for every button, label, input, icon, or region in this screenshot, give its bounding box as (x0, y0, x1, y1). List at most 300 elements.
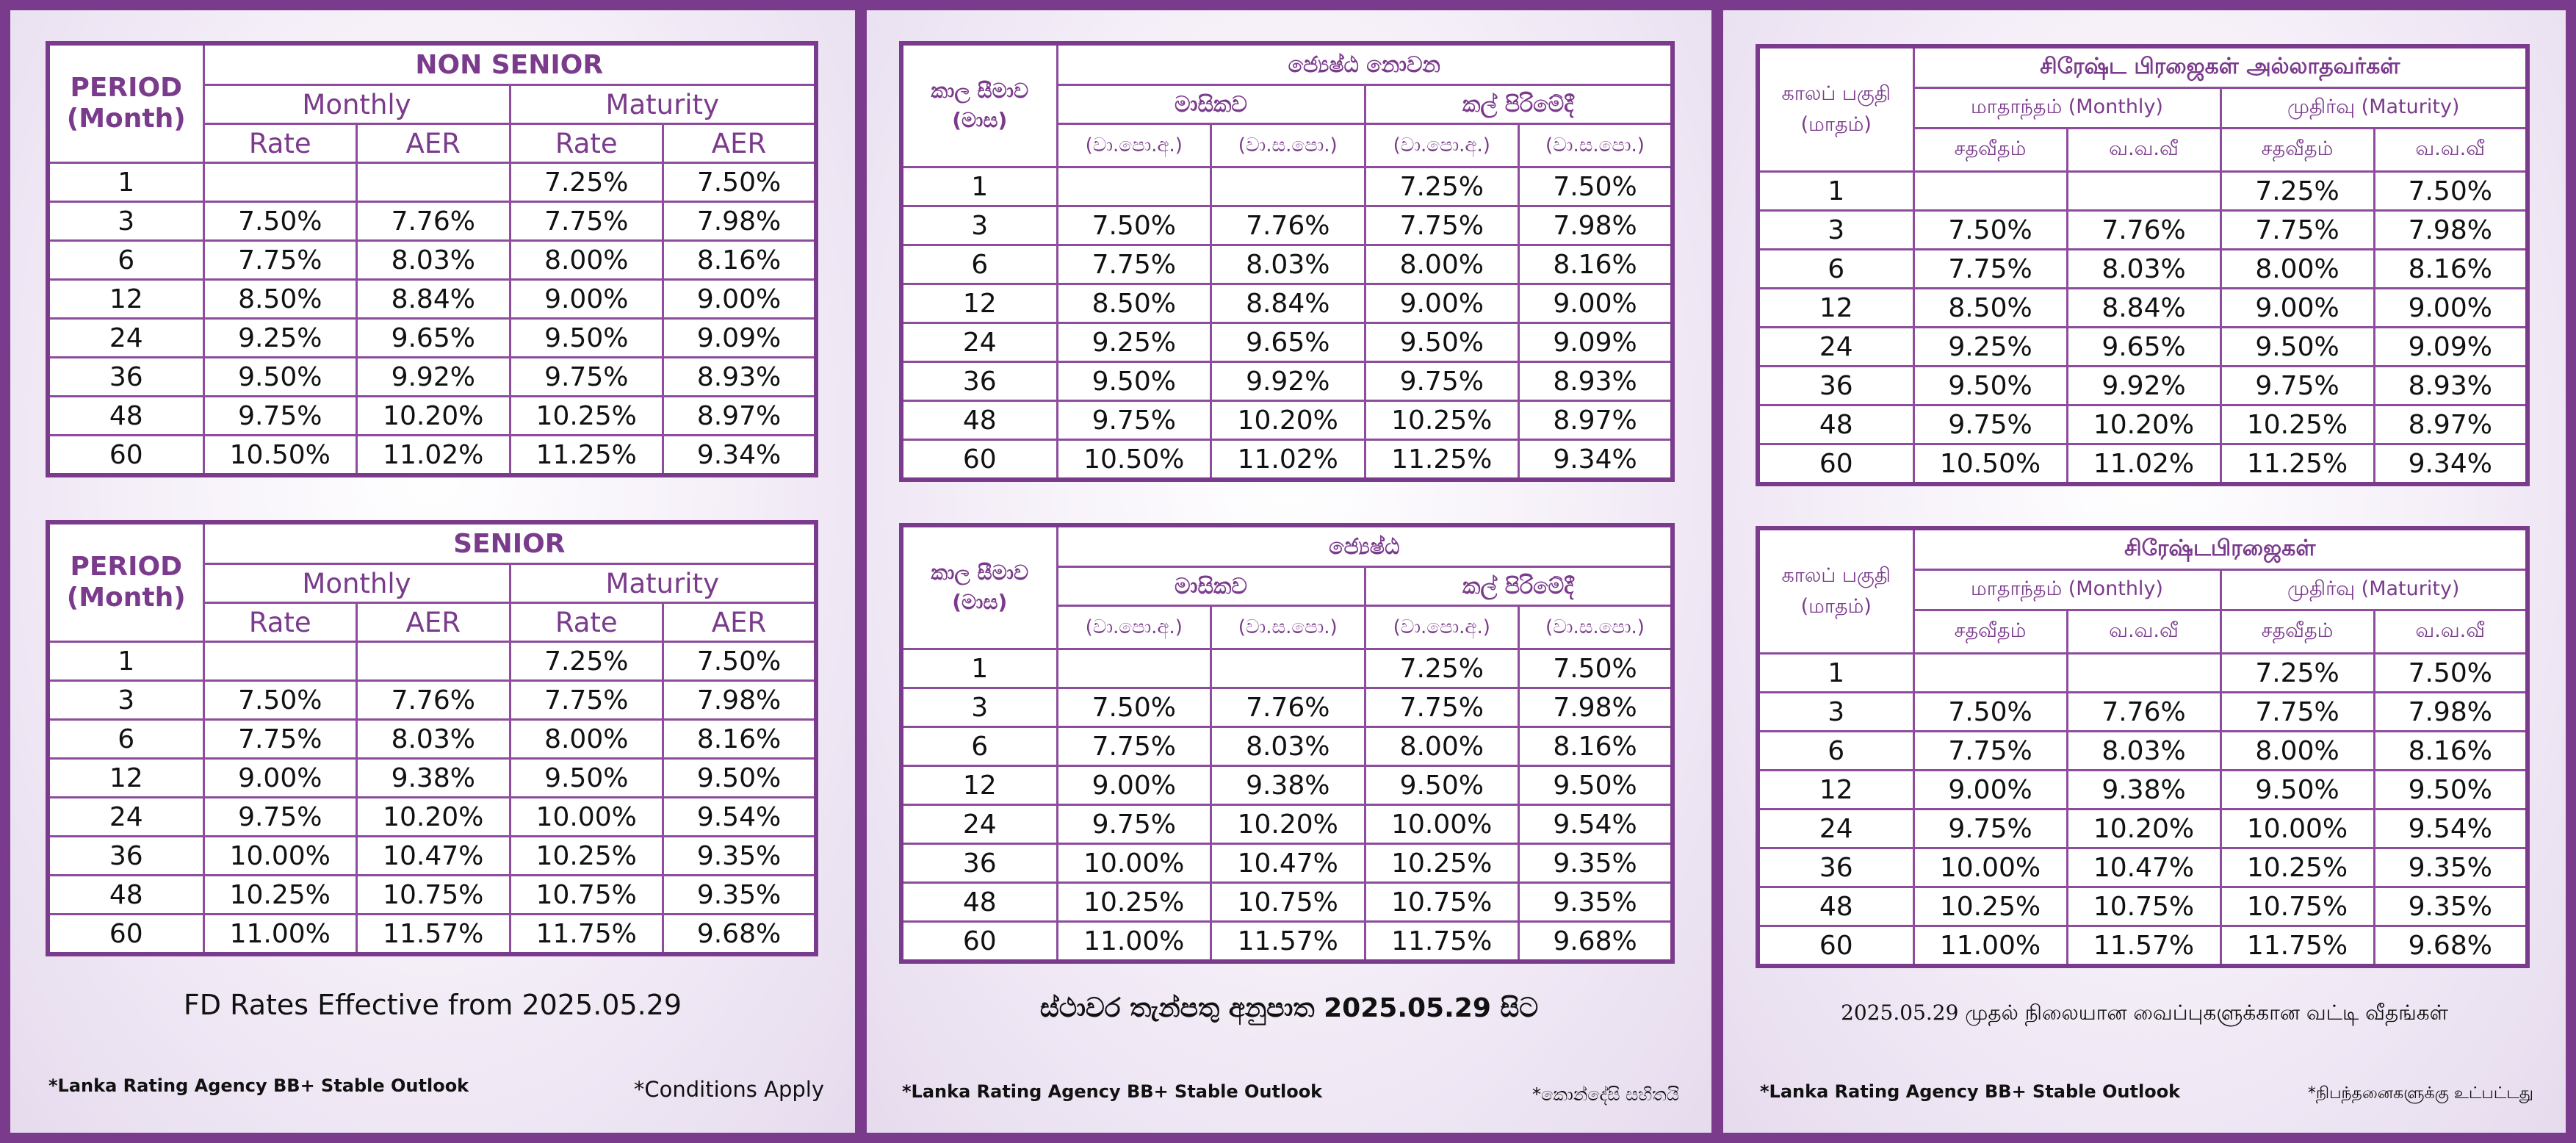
period-cell: 24 (901, 323, 1057, 362)
rate-cell (1211, 167, 1365, 206)
rate-cell: 9.34% (2374, 444, 2528, 485)
period-cell: 1 (901, 167, 1057, 206)
table-title: சிரேஷ்டபிரஜைகள் (1913, 528, 2528, 570)
rate-cell: 11.00% (1057, 922, 1211, 962)
period-cell: 36 (1758, 848, 1913, 887)
table-row (48, 202, 816, 241)
period-cell: 60 (901, 440, 1057, 480)
rate-cell: 7.75% (2220, 693, 2374, 732)
table-row (1758, 848, 2528, 887)
rate-cell: 7.98% (2374, 693, 2528, 732)
table-row (901, 440, 1673, 480)
table-row (901, 844, 1673, 883)
rate-cell: 9.25% (1057, 323, 1211, 362)
rating-note: *Lanka Rating Agency BB+ Stable Outlook (48, 1075, 469, 1096)
period-cell: 36 (1758, 367, 1913, 405)
rate-cell (1211, 649, 1365, 688)
rate-cell: 7.98% (663, 202, 817, 241)
maturity-header: Maturity (510, 85, 816, 124)
period-cell: 3 (901, 688, 1057, 727)
rate-cell: 8.00% (510, 241, 663, 280)
period-cell: 3 (48, 681, 203, 720)
rate-cell: 7.25% (2220, 172, 2374, 211)
rate-cell: 10.50% (1913, 444, 2067, 485)
rate-cell (357, 163, 510, 202)
aer-header: AER (663, 603, 817, 642)
rate-cell: 9.00% (1913, 771, 2067, 810)
period-cell: 1 (1758, 172, 1913, 211)
rate-cell: 10.47% (357, 837, 510, 876)
rate-cell: 7.76% (2067, 693, 2220, 732)
rate-cell: 11.02% (2067, 444, 2220, 485)
period-cell: 6 (1758, 250, 1913, 289)
rate-cell: 7.50% (1913, 211, 2067, 250)
rate-cell: 11.00% (1913, 926, 2067, 967)
rate-header: சதவீதம் (1913, 610, 2067, 654)
table-row (1758, 926, 2528, 967)
period-label: காலப் பகுதி (1781, 82, 1891, 105)
rate-cell: 7.76% (357, 202, 510, 241)
rate-cell: 9.54% (1519, 805, 1673, 844)
rate-cell: 9.68% (1519, 922, 1673, 962)
effective-date-note: ස්ථාවර තැන්පතු අනුපාත 2025.05.29 සිට (1039, 993, 1539, 1023)
table-title: SENIOR (203, 522, 816, 564)
rate-cell: 7.75% (203, 241, 357, 280)
rate-cell: 10.20% (2067, 810, 2220, 848)
table-row (901, 805, 1673, 844)
period-cell: 6 (1758, 732, 1913, 771)
table-row (48, 837, 816, 876)
rate-cell: 8.16% (1519, 727, 1673, 766)
rate-cell: 7.75% (1365, 688, 1519, 727)
rate-cell: 8.00% (510, 720, 663, 759)
effective-date-note: 2025.05.29 முதல் நிலையான வைப்புகளுக்கான வட்டி வீதங்கள் (1841, 1000, 2448, 1025)
rate-cell: 9.65% (2067, 328, 2220, 367)
rate-cell: 9.09% (1519, 323, 1673, 362)
rate-cell: 7.75% (1913, 732, 2067, 771)
aer-header: (වා.ස.පො.) (1211, 606, 1365, 649)
rate-cell: 9.75% (1057, 401, 1211, 440)
table-row (1758, 732, 2528, 771)
rate-cell: 7.50% (1057, 688, 1211, 727)
period-unit-label: (மாதம்) (1800, 113, 1872, 136)
monthly-header: මාසිකව (1057, 85, 1365, 124)
rate-cell: 9.92% (357, 358, 510, 397)
rate-cell: 8.50% (1057, 284, 1211, 323)
rate-cell: 9.50% (1057, 362, 1211, 401)
rate-cell: 10.75% (2220, 887, 2374, 926)
rate-cell: 9.00% (1365, 284, 1519, 323)
rate-header: (වා.පො.අ.) (1057, 606, 1211, 649)
aer-header: வ.வ.வீ (2374, 610, 2528, 654)
rate-header: சதவீதம் (2220, 129, 2374, 172)
rate-header: Rate (510, 603, 663, 642)
conditions-note: *කොන්දේසි සහිතයි (1532, 1084, 1679, 1105)
rate-cell: 9.00% (510, 280, 663, 319)
period-header (1758, 46, 1913, 172)
rate-cell: 9.50% (1365, 766, 1519, 805)
period-cell: 48 (48, 397, 203, 436)
period-cell: 3 (48, 202, 203, 241)
period-header (901, 525, 1057, 649)
rate-cell: 7.25% (1365, 167, 1519, 206)
aer-header: வ.வ.வீ (2067, 610, 2220, 654)
conditions-note: *நிபந்தனைகளுக்கு உட்பட்டது (2307, 1084, 2533, 1103)
aer-header: (වා.ස.පො.) (1519, 606, 1673, 649)
rate-cell: 10.25% (203, 876, 357, 915)
period-cell: 24 (48, 798, 203, 837)
table-row (48, 876, 816, 915)
rate-cell: 9.50% (1365, 323, 1519, 362)
rate-cell: 10.00% (1913, 848, 2067, 887)
rate-cell: 9.34% (663, 436, 817, 476)
rate-header: Rate (510, 124, 663, 163)
table-row (901, 688, 1673, 727)
aer-header: வ.வ.வீ (2374, 129, 2528, 172)
maturity-header: முதிர்வு (Maturity) (2220, 88, 2528, 129)
rate-cell: 9.00% (2220, 289, 2374, 328)
rate-cell: 9.50% (203, 358, 357, 397)
table-row (901, 401, 1673, 440)
rate-cell: 7.76% (1211, 206, 1365, 245)
rate-cell: 8.03% (357, 720, 510, 759)
rate-header: சதவீதம் (1913, 129, 2067, 172)
rate-cell: 9.35% (1519, 883, 1673, 922)
rate-cell: 9.75% (2220, 367, 2374, 405)
period-cell: 60 (48, 915, 203, 955)
rate-cell: 11.57% (1211, 922, 1365, 962)
rate-cell: 8.16% (1519, 245, 1673, 284)
rate-header: (වා.පො.අ.) (1057, 124, 1211, 167)
rate-cell: 7.50% (1057, 206, 1211, 245)
table-row (48, 759, 816, 798)
rate-cell: 9.00% (663, 280, 817, 319)
rate-cell: 10.50% (203, 436, 357, 476)
rating-note: *Lanka Rating Agency BB+ Stable Outlook (1760, 1081, 2181, 1102)
rate-cell: 9.50% (2220, 771, 2374, 810)
rate-cell: 9.75% (1365, 362, 1519, 401)
period-cell: 12 (1758, 771, 1913, 810)
rate-cell: 8.84% (2067, 289, 2220, 328)
rate-cell: 9.00% (203, 759, 357, 798)
rate-cell: 9.50% (510, 759, 663, 798)
aer-header: AER (357, 603, 510, 642)
rate-cell: 7.75% (1057, 245, 1211, 284)
rate-cell: 7.98% (1519, 688, 1673, 727)
period-unit-label: (Month) (66, 583, 186, 613)
rate-cell: 8.16% (663, 720, 817, 759)
rate-cell: 8.00% (2220, 732, 2374, 771)
rate-cell: 11.25% (2220, 444, 2374, 485)
rate-cell: 11.00% (203, 915, 357, 955)
rate-cell: 11.02% (357, 436, 510, 476)
table-row (901, 362, 1673, 401)
table-row (48, 163, 816, 202)
rate-cell (1913, 172, 2067, 211)
aer-header: வ.வ.வீ (2067, 129, 2220, 172)
period-cell: 48 (48, 876, 203, 915)
table-row (901, 245, 1673, 284)
rate-header: (වා.පො.අ.) (1365, 606, 1519, 649)
period-cell: 6 (901, 727, 1057, 766)
rate-cell (1057, 167, 1211, 206)
rate-cell: 10.75% (1365, 883, 1519, 922)
period-unit-label: (මාස) (952, 108, 1008, 132)
rate-cell: 9.00% (1057, 766, 1211, 805)
period-cell: 48 (901, 883, 1057, 922)
rate-cell: 9.25% (1913, 328, 2067, 367)
rate-cell: 8.03% (1211, 245, 1365, 284)
rate-cell: 9.65% (1211, 323, 1365, 362)
rate-cell: 11.57% (2067, 926, 2220, 967)
rate-cell: 9.35% (1519, 844, 1673, 883)
rate-cell: 10.20% (2067, 405, 2220, 444)
rate-cell: 8.03% (357, 241, 510, 280)
maturity-header: முதிர்வு (Maturity) (2220, 570, 2528, 610)
rate-cell: 8.97% (2374, 405, 2528, 444)
rate-cell: 7.50% (203, 681, 357, 720)
rate-cell: 8.50% (203, 280, 357, 319)
rate-cell: 9.68% (663, 915, 817, 955)
rate-cell (357, 642, 510, 681)
rate-cell: 7.50% (1519, 649, 1673, 688)
rate-cell: 9.25% (203, 319, 357, 358)
rate-cell: 9.35% (663, 876, 817, 915)
rate-cell: 8.03% (2067, 732, 2220, 771)
maturity-header: කල් පිරිමේදී (1365, 567, 1673, 606)
rate-cell: 7.25% (2220, 654, 2374, 693)
period-cell: 12 (901, 284, 1057, 323)
rate-cell: 11.75% (510, 915, 663, 955)
monthly-header: மாதாந்தம் (Monthly) (1913, 88, 2220, 129)
period-cell: 12 (1758, 289, 1913, 328)
rate-cell: 9.38% (1211, 766, 1365, 805)
rate-cell: 9.00% (2374, 289, 2528, 328)
table-row (48, 241, 816, 280)
rate-cell: 10.00% (203, 837, 357, 876)
rate-cell: 10.25% (2220, 405, 2374, 444)
english-panel (10, 10, 855, 1133)
effective-date-note: FD Rates Effective from 2025.05.29 (183, 989, 682, 1021)
rate-header: Rate (203, 124, 357, 163)
rate-header: Rate (203, 603, 357, 642)
rate-cell: 7.98% (1519, 206, 1673, 245)
rate-cell: 10.00% (510, 798, 663, 837)
rate-cell: 10.25% (1365, 844, 1519, 883)
rate-cell: 9.68% (2374, 926, 2528, 967)
rate-cell: 8.84% (357, 280, 510, 319)
rate-cell (2067, 172, 2220, 211)
non-senior-rate-table (46, 41, 818, 477)
table-row (901, 206, 1673, 245)
period-cell: 6 (901, 245, 1057, 284)
period-cell: 3 (1758, 693, 1913, 732)
table-row (48, 397, 816, 436)
rate-cell: 9.50% (663, 759, 817, 798)
rate-cell: 9.75% (1913, 405, 2067, 444)
rate-cell: 7.75% (2220, 211, 2374, 250)
period-cell: 36 (48, 837, 203, 876)
period-cell: 1 (1758, 654, 1913, 693)
table-row (1758, 328, 2528, 367)
period-label: காலப் பகுதி (1781, 564, 1891, 587)
rate-cell: 8.03% (1211, 727, 1365, 766)
period-cell: 60 (48, 436, 203, 476)
rate-cell: 9.35% (2374, 887, 2528, 926)
table-row (48, 642, 816, 681)
rate-cell: 9.38% (357, 759, 510, 798)
period-cell: 60 (901, 922, 1057, 962)
rate-cell: 11.57% (357, 915, 510, 955)
rate-cell: 8.50% (1913, 289, 2067, 328)
table-row (1758, 367, 2528, 405)
table-row (1758, 654, 2528, 693)
rate-cell: 9.54% (2374, 810, 2528, 848)
table-row (48, 798, 816, 837)
table-title: ජ්‍යෙෂ්ඨ (1057, 525, 1673, 567)
rate-cell (203, 642, 357, 681)
rate-cell: 9.92% (2067, 367, 2220, 405)
table-row (48, 915, 816, 955)
period-cell: 3 (1758, 211, 1913, 250)
rate-cell: 9.38% (2067, 771, 2220, 810)
period-header (901, 43, 1057, 167)
aer-header: AER (357, 124, 510, 163)
period-cell: 24 (901, 805, 1057, 844)
period-unit-label: (மாதம்) (1800, 595, 1872, 618)
rate-cell: 8.16% (2374, 732, 2528, 771)
rate-cell: 10.00% (1057, 844, 1211, 883)
table-row (1758, 289, 2528, 328)
rate-cell: 7.50% (2374, 654, 2528, 693)
rate-cell: 7.75% (203, 720, 357, 759)
sinhala-panel (867, 10, 1711, 1133)
monthly-header: மாதாந்தம் (Monthly) (1913, 570, 2220, 610)
rate-cell: 8.84% (1211, 284, 1365, 323)
monthly-header: Monthly (203, 564, 510, 603)
rate-cell: 7.50% (2374, 172, 2528, 211)
rate-cell: 7.50% (203, 202, 357, 241)
rate-cell: 9.50% (2220, 328, 2374, 367)
rate-cell: 9.50% (510, 319, 663, 358)
table-row (1758, 693, 2528, 732)
rate-cell: 7.50% (1913, 693, 2067, 732)
rate-cell: 10.75% (2067, 887, 2220, 926)
senior-rate-table (899, 523, 1675, 964)
rate-cell: 7.25% (510, 163, 663, 202)
period-cell: 24 (1758, 810, 1913, 848)
rate-cell: 8.03% (2067, 250, 2220, 289)
rate-cell: 7.75% (510, 202, 663, 241)
table-row (1758, 172, 2528, 211)
rate-cell: 8.00% (2220, 250, 2374, 289)
rate-cell: 10.47% (2067, 848, 2220, 887)
period-cell: 48 (1758, 405, 1913, 444)
rate-cell: 11.25% (1365, 440, 1519, 480)
rate-cell: 9.50% (2374, 771, 2528, 810)
monthly-header: Monthly (203, 85, 510, 124)
period-cell: 6 (48, 720, 203, 759)
period-cell: 3 (901, 206, 1057, 245)
non-senior-rate-table (899, 41, 1675, 482)
rate-cell: 9.35% (2374, 848, 2528, 887)
maturity-header: Maturity (510, 564, 816, 603)
period-cell: 1 (48, 163, 203, 202)
monthly-header: මාසිකව (1057, 567, 1365, 606)
rate-cell: 7.25% (1365, 649, 1519, 688)
rate-cell: 8.93% (1519, 362, 1673, 401)
table-row (1758, 405, 2528, 444)
rate-cell: 7.50% (663, 642, 817, 681)
rate-cell: 9.00% (1519, 284, 1673, 323)
rate-cell: 9.35% (663, 837, 817, 876)
rating-note: *Lanka Rating Agency BB+ Stable Outlook (902, 1081, 1323, 1102)
rate-cell: 7.75% (1365, 206, 1519, 245)
rate-cell: 7.98% (663, 681, 817, 720)
rate-cell: 11.25% (510, 436, 663, 476)
tamil-panel (1723, 10, 2566, 1133)
table-row (901, 766, 1673, 805)
rate-header: சதவீதம் (2220, 610, 2374, 654)
table-row (1758, 771, 2528, 810)
rate-cell: 10.75% (1211, 883, 1365, 922)
rate-cell: 7.98% (2374, 211, 2528, 250)
rate-cell: 9.65% (357, 319, 510, 358)
period-header (48, 522, 203, 642)
rate-cell: 11.75% (1365, 922, 1519, 962)
rate-cell: 10.20% (1211, 805, 1365, 844)
rate-cell: 10.50% (1057, 440, 1211, 480)
table-row (1758, 810, 2528, 848)
period-header (48, 43, 203, 163)
rate-cell: 10.25% (1913, 887, 2067, 926)
table-row (48, 280, 816, 319)
rate-cell: 10.25% (1365, 401, 1519, 440)
rate-cell: 11.75% (2220, 926, 2374, 967)
rate-cell: 8.93% (2374, 367, 2528, 405)
rate-cell: 9.50% (1913, 367, 2067, 405)
table-row (48, 720, 816, 759)
period-cell: 60 (1758, 926, 1913, 967)
rate-cell: 9.09% (663, 319, 817, 358)
rate-cell: 7.76% (1211, 688, 1365, 727)
table-row (901, 284, 1673, 323)
period-cell: 1 (901, 649, 1057, 688)
table-title: NON SENIOR (203, 43, 816, 85)
rate-cell: 7.75% (1057, 727, 1211, 766)
rate-cell: 9.54% (663, 798, 817, 837)
table-row (901, 323, 1673, 362)
table-row (901, 883, 1673, 922)
table-row (901, 649, 1673, 688)
period-unit-label: (Month) (66, 104, 186, 134)
rate-cell: 10.20% (1211, 401, 1365, 440)
table-row (48, 436, 816, 476)
period-cell: 48 (1758, 887, 1913, 926)
table-row (1758, 211, 2528, 250)
rate-cell: 9.92% (1211, 362, 1365, 401)
period-cell: 12 (901, 766, 1057, 805)
table-row (1758, 250, 2528, 289)
rate-cell: 7.76% (357, 681, 510, 720)
table-row (901, 922, 1673, 962)
rate-cell: 10.47% (1211, 844, 1365, 883)
rate-cell: 7.50% (1519, 167, 1673, 206)
period-cell: 24 (48, 319, 203, 358)
rate-cell: 9.75% (1057, 805, 1211, 844)
rate-cell: 7.75% (510, 681, 663, 720)
rate-cell: 9.75% (510, 358, 663, 397)
